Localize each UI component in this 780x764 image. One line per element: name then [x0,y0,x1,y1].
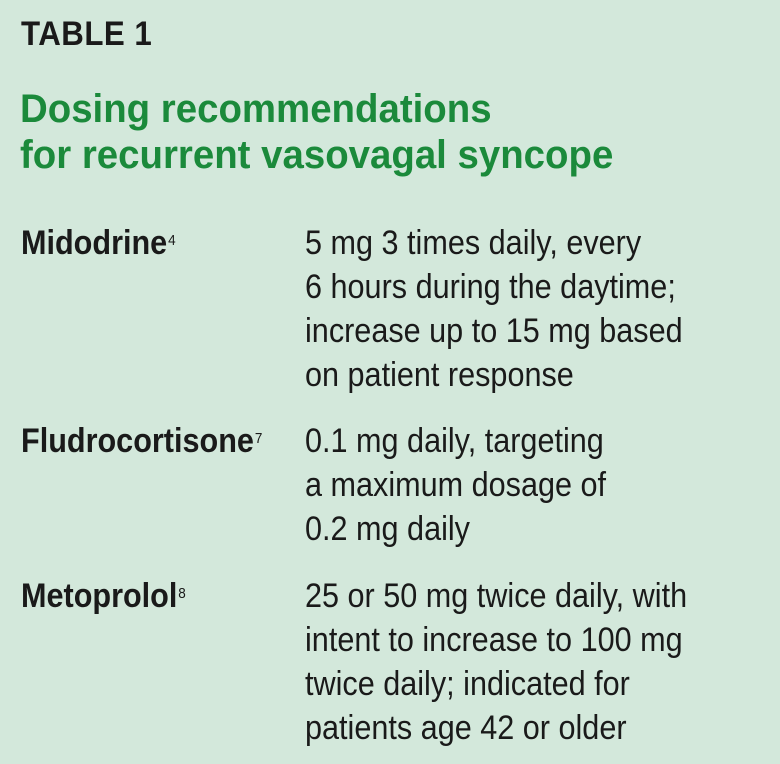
dose-recommendation [305,574,687,750]
drug-name-text: Fludrocortisone [21,422,254,460]
title-line: Dosing recommendations [20,87,492,131]
drug-name-text: Midodrine [21,224,168,262]
dose-recommendation [305,221,683,397]
drug-name [21,419,262,463]
dose-line: intent to increase to 100 mg [305,621,683,659]
dose-line: 0.2 mg daily [305,510,470,548]
dose-line: a maximum dosage of [305,466,607,504]
dose-recommendation [305,419,606,551]
dose-line: 0.1 mg daily, targeting [305,422,604,460]
table-title [20,86,613,178]
drug-name [21,574,186,618]
dose-line: increase up to 15 mg based [305,312,683,350]
drug-name [21,221,176,265]
dose-line: on patient response [305,356,574,394]
table-label: TABLE 1 [21,15,153,53]
drug-name-text: Metoprolol [21,577,178,615]
dose-line: 25 or 50 mg twice daily, with [305,577,688,615]
dose-line: 5 mg 3 times daily, every [305,224,642,262]
dose-line: twice daily; indicated for [305,665,630,703]
reference-superscript: 4 [168,232,176,249]
dose-line: 6 hours during the daytime; [305,268,676,306]
dose-line: patients age 42 or older [305,709,627,747]
title-line: for recurrent vasovagal syncope [20,133,614,177]
reference-superscript: 7 [254,430,263,447]
reference-superscript: 8 [178,585,186,602]
